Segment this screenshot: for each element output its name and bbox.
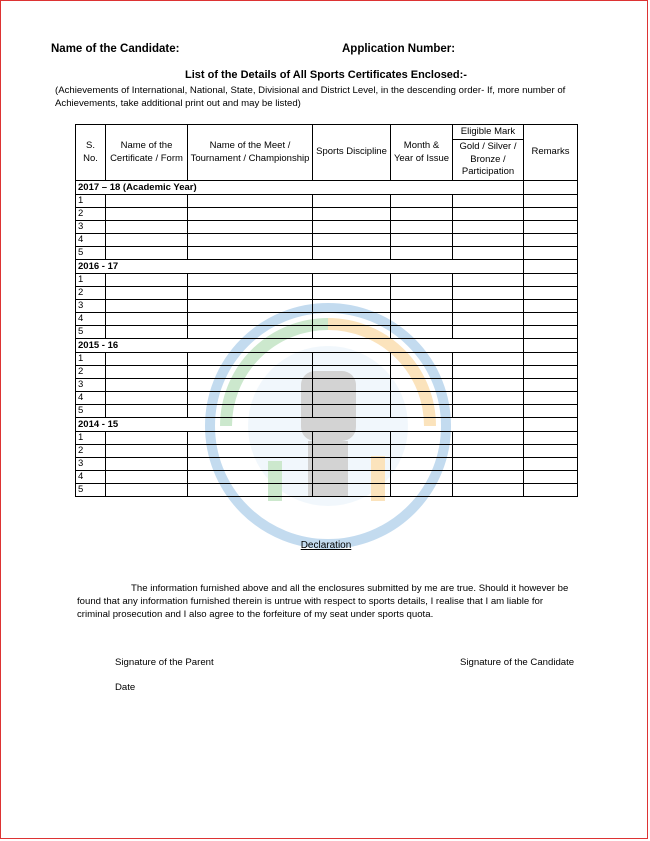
sno-cell: 2 — [76, 445, 106, 458]
remarks-cell[interactable] — [524, 195, 578, 208]
discipline-cell[interactable] — [313, 366, 391, 379]
discipline-cell[interactable] — [313, 405, 391, 418]
sports-certificates-table — [75, 124, 578, 497]
meet-cell[interactable] — [188, 234, 313, 247]
table-row — [76, 221, 578, 234]
month-year-cell[interactable] — [391, 353, 453, 366]
month-year-cell[interactable] — [391, 287, 453, 300]
month-year-cell[interactable] — [391, 300, 453, 313]
remarks-cell[interactable] — [524, 234, 578, 247]
meet-cell[interactable] — [188, 287, 313, 300]
table-row — [76, 195, 578, 208]
remarks-cell[interactable] — [524, 208, 578, 221]
meet-cell[interactable] — [188, 326, 313, 339]
table-row — [76, 432, 578, 445]
certificate-cell[interactable] — [106, 353, 188, 366]
certificate-cell[interactable] — [106, 379, 188, 392]
sno-cell: 5 — [76, 484, 106, 497]
table-row — [76, 274, 578, 287]
medal-cell[interactable] — [453, 445, 524, 458]
month-year-cell[interactable] — [391, 432, 453, 445]
certificate-cell[interactable] — [106, 195, 188, 208]
discipline-cell[interactable] — [313, 392, 391, 405]
medal-cell[interactable] — [453, 221, 524, 234]
discipline-cell[interactable] — [313, 208, 391, 221]
medal-cell[interactable] — [453, 326, 524, 339]
discipline-cell[interactable] — [313, 274, 391, 287]
month-year-cell[interactable] — [391, 234, 453, 247]
application-number-label: Application Number: — [342, 43, 456, 55]
meet-cell[interactable] — [188, 247, 313, 260]
parent-signature-label: Signature of the Parent — [115, 657, 214, 668]
discipline-cell[interactable] — [313, 300, 391, 313]
certificate-cell[interactable] — [106, 432, 188, 445]
discipline-cell[interactable] — [313, 353, 391, 366]
remarks-cell[interactable] — [524, 247, 578, 260]
col-header-meet: Name of the Meet / Tournament / Championship — [188, 125, 313, 181]
certificate-cell[interactable] — [106, 471, 188, 484]
meet-cell[interactable] — [188, 432, 313, 445]
certificate-cell[interactable] — [106, 300, 188, 313]
sno-cell: 1 — [76, 274, 106, 287]
table-row — [76, 471, 578, 484]
col-header-discipline: Sports Discipline — [313, 125, 391, 181]
certificate-cell[interactable] — [106, 392, 188, 405]
certificate-cell[interactable] — [106, 313, 188, 326]
remarks-cell[interactable] — [524, 300, 578, 313]
year-section-remarks-cell — [524, 339, 578, 353]
sno-cell: 2 — [76, 208, 106, 221]
certificate-cell[interactable] — [106, 366, 188, 379]
candidate-name-label: Name of the Candidate: — [51, 43, 180, 55]
table-row — [76, 300, 578, 313]
sno-cell: 2 — [76, 287, 106, 300]
discipline-cell[interactable] — [313, 326, 391, 339]
table-row — [76, 287, 578, 300]
certificate-cell[interactable] — [106, 405, 188, 418]
medal-cell[interactable] — [453, 379, 524, 392]
remarks-cell[interactable] — [524, 484, 578, 497]
sno-cell: 1 — [76, 432, 106, 445]
medal-cell[interactable] — [453, 432, 524, 445]
medal-cell[interactable] — [453, 366, 524, 379]
discipline-cell[interactable] — [313, 432, 391, 445]
meet-cell[interactable] — [188, 366, 313, 379]
table-row — [76, 366, 578, 379]
meet-cell[interactable] — [188, 405, 313, 418]
sno-cell: 4 — [76, 471, 106, 484]
certificate-cell[interactable] — [106, 484, 188, 497]
medal-cell[interactable] — [453, 234, 524, 247]
year-section-remarks-cell — [524, 260, 578, 274]
sno-cell: 2 — [76, 366, 106, 379]
month-year-cell[interactable] — [391, 445, 453, 458]
meet-cell[interactable] — [188, 471, 313, 484]
month-year-cell[interactable] — [391, 247, 453, 260]
table-row — [76, 445, 578, 458]
certificate-cell[interactable] — [106, 247, 188, 260]
col-header-month-year: Month & Year of Issue — [391, 125, 453, 181]
sno-cell: 3 — [76, 221, 106, 234]
year-section-row — [76, 260, 578, 274]
discipline-cell[interactable] — [313, 379, 391, 392]
sno-cell: 5 — [76, 326, 106, 339]
table-row — [76, 208, 578, 221]
table-row — [76, 405, 578, 418]
medal-cell[interactable] — [453, 353, 524, 366]
remarks-cell[interactable] — [524, 313, 578, 326]
remarks-cell[interactable] — [524, 405, 578, 418]
medal-cell[interactable] — [453, 274, 524, 287]
month-year-cell[interactable] — [391, 366, 453, 379]
meet-cell[interactable] — [188, 221, 313, 234]
year-section-remarks-cell — [524, 181, 578, 195]
year-section-row — [76, 339, 578, 353]
year-section-row — [76, 181, 578, 195]
meet-cell[interactable] — [188, 208, 313, 221]
declaration-text: The information furnished above and all the enclosures submitted by me are true. Should it however be found that any information furnished therein is untrue with respect to sports details, I realise that I am liable for criminal prosecution and I also agree to the forfeiture of my seat under sports quota. — [77, 583, 569, 620]
col-header-sno: S. No. — [76, 125, 106, 181]
discipline-cell[interactable] — [313, 484, 391, 497]
remarks-cell[interactable] — [524, 379, 578, 392]
month-year-cell[interactable] — [391, 326, 453, 339]
meet-cell[interactable] — [188, 484, 313, 497]
medal-cell[interactable] — [453, 208, 524, 221]
col-header-medal: Gold / Silver / Bronze / Participation — [453, 140, 524, 181]
col-header-eligible-mark: Eligible Mark — [453, 125, 524, 140]
document-subtitle: (Achievements of International, National, State, Divisional and District Level, in the descending order- If, more number of Achievements, take additional print out and may be listed) — [55, 85, 566, 109]
candidate-signature-label: Signature of the Candidate — [460, 657, 575, 668]
month-year-cell[interactable] — [391, 313, 453, 326]
remarks-cell[interactable] — [524, 353, 578, 366]
sno-cell: 4 — [76, 234, 106, 247]
remarks-cell[interactable] — [524, 274, 578, 287]
year-section-label: 2015 - 16 — [76, 339, 524, 353]
meet-cell[interactable] — [188, 195, 313, 208]
remarks-cell[interactable] — [524, 366, 578, 379]
month-year-cell[interactable] — [391, 274, 453, 287]
discipline-cell[interactable] — [313, 458, 391, 471]
certificate-cell[interactable] — [106, 445, 188, 458]
year-section-label: 2014 - 15 — [76, 418, 524, 432]
table-body — [76, 181, 578, 497]
discipline-cell[interactable] — [313, 221, 391, 234]
meet-cell[interactable] — [188, 313, 313, 326]
declaration-heading: Declaration — [300, 540, 352, 551]
medal-cell[interactable] — [453, 287, 524, 300]
table-row — [76, 313, 578, 326]
discipline-cell[interactable] — [313, 313, 391, 326]
medal-cell[interactable] — [453, 392, 524, 405]
certificate-cell[interactable] — [106, 326, 188, 339]
meet-cell[interactable] — [188, 458, 313, 471]
discipline-cell[interactable] — [313, 195, 391, 208]
month-year-cell[interactable] — [391, 471, 453, 484]
certificate-cell[interactable] — [106, 208, 188, 221]
certificate-cell[interactable] — [106, 458, 188, 471]
medal-cell[interactable] — [453, 458, 524, 471]
medal-cell[interactable] — [453, 471, 524, 484]
remarks-cell[interactable] — [524, 326, 578, 339]
document-title: List of the Details of All Sports Certificates Enclosed:- — [185, 69, 467, 81]
table-row — [76, 326, 578, 339]
medal-cell[interactable] — [453, 195, 524, 208]
year-section-row — [76, 418, 578, 432]
sno-cell: 3 — [76, 458, 106, 471]
month-year-cell[interactable] — [391, 392, 453, 405]
meet-cell[interactable] — [188, 353, 313, 366]
remarks-cell[interactable] — [524, 287, 578, 300]
table-row — [76, 353, 578, 366]
meet-cell[interactable] — [188, 274, 313, 287]
medal-cell[interactable] — [453, 300, 524, 313]
meet-cell[interactable] — [188, 379, 313, 392]
month-year-cell[interactable] — [391, 208, 453, 221]
certificate-cell[interactable] — [106, 234, 188, 247]
discipline-cell[interactable] — [313, 445, 391, 458]
year-section-label: 2017 – 18 (Academic Year) — [76, 181, 524, 195]
month-year-cell[interactable] — [391, 458, 453, 471]
remarks-cell[interactable] — [524, 221, 578, 234]
discipline-cell[interactable] — [313, 471, 391, 484]
discipline-cell[interactable] — [313, 247, 391, 260]
remarks-cell[interactable] — [524, 432, 578, 445]
table-row — [76, 247, 578, 260]
sno-cell: 5 — [76, 247, 106, 260]
medal-cell[interactable] — [453, 247, 524, 260]
table-row — [76, 234, 578, 247]
remarks-cell[interactable] — [524, 471, 578, 484]
certificate-cell[interactable] — [106, 287, 188, 300]
discipline-cell[interactable] — [313, 287, 391, 300]
discipline-cell[interactable] — [313, 234, 391, 247]
medal-cell[interactable] — [453, 313, 524, 326]
year-section-label: 2016 - 17 — [76, 260, 524, 274]
remarks-cell[interactable] — [524, 458, 578, 471]
col-header-remarks: Remarks — [524, 125, 578, 181]
sno-cell: 3 — [76, 379, 106, 392]
col-header-certificate: Name of the Certificate / Form — [106, 125, 188, 181]
sno-cell: 5 — [76, 405, 106, 418]
year-section-remarks-cell — [524, 418, 578, 432]
meet-cell[interactable] — [188, 300, 313, 313]
certificate-cell[interactable] — [106, 274, 188, 287]
remarks-cell[interactable] — [524, 445, 578, 458]
month-year-cell[interactable] — [391, 405, 453, 418]
meet-cell[interactable] — [188, 392, 313, 405]
sno-cell: 4 — [76, 313, 106, 326]
date-label: Date — [115, 682, 136, 693]
table-row — [76, 484, 578, 497]
sno-cell: 4 — [76, 392, 106, 405]
sno-cell: 1 — [76, 353, 106, 366]
medal-cell[interactable] — [453, 405, 524, 418]
sno-cell: 1 — [76, 195, 106, 208]
table-row — [76, 379, 578, 392]
certificate-cell[interactable] — [106, 221, 188, 234]
month-year-cell[interactable] — [391, 379, 453, 392]
meet-cell[interactable] — [188, 445, 313, 458]
table-row — [76, 392, 578, 405]
table-row — [76, 458, 578, 471]
month-year-cell[interactable] — [391, 195, 453, 208]
remarks-cell[interactable] — [524, 392, 578, 405]
month-year-cell[interactable] — [391, 484, 453, 497]
sno-cell: 3 — [76, 300, 106, 313]
month-year-cell[interactable] — [391, 221, 453, 234]
medal-cell[interactable] — [453, 484, 524, 497]
